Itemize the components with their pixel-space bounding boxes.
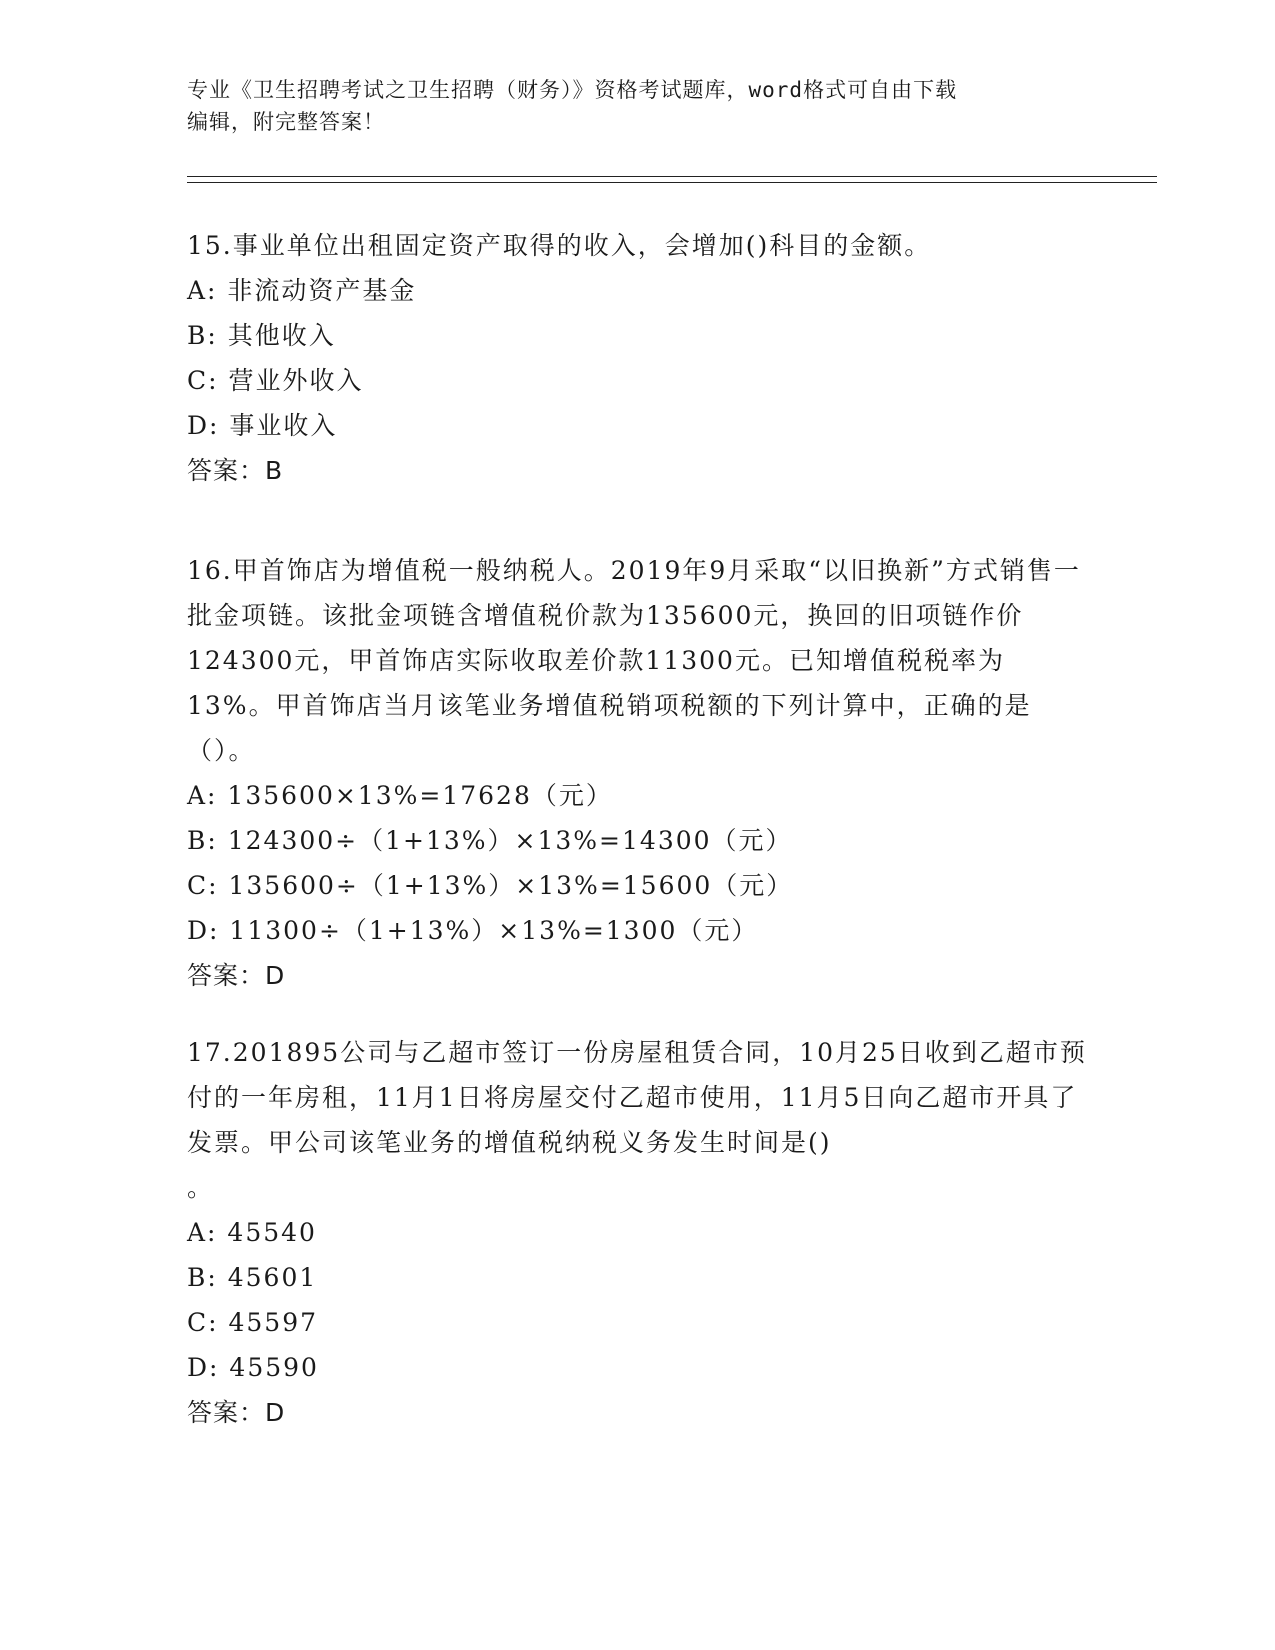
question-stem: 15.事业单位出租固定资产取得的收入，会增加()科目的金额。: [187, 231, 932, 260]
option-a: A: 135600×13%=17628（元）: [187, 781, 613, 810]
question-15: [187, 223, 1087, 493]
question-stem: 16.甲首饰店为增值税一般纳税人。2019年9月采取“以旧换新”方式销售一批金项链。该批金项链含增值税价款为135600元，换回的旧项链作价124300元，甲首饰店实际收取差价款11300元。已知增值税税率为13%。甲首饰店当月该笔业务增值税销项税额的下列计算中，正确的是（）。: [187, 556, 1081, 765]
question-stem-tail: 。: [187, 1173, 215, 1202]
option-c: C: 营业外收入: [187, 366, 364, 395]
option-a: A: 非流动资产基金: [187, 276, 417, 305]
option-b: B: 124300÷（1+13%）×13%=14300（元）: [187, 826, 793, 855]
option-b: B: 其他收入: [187, 321, 336, 350]
document-header: [187, 74, 1087, 138]
option-a: A: 45540: [187, 1218, 317, 1247]
answer-line: 答案：D: [187, 961, 286, 990]
option-c: C: 135600÷（1+13%）×13%=15600（元）: [187, 871, 794, 900]
question-16: [187, 548, 1087, 998]
option-b: B: 45601: [187, 1263, 318, 1292]
header-line-1: 专业《卫生招聘考试之卫生招聘（财务）》资格考试题库，word格式可自由下载: [187, 78, 958, 102]
option-d: D: 事业收入: [187, 411, 338, 440]
question-17: [187, 1030, 1087, 1435]
option-d: D: 11300÷（1+13%）×13%=1300（元）: [187, 916, 759, 945]
header-line-2: 编辑，附完整答案！: [187, 110, 385, 134]
answer-line: 答案：D: [187, 1398, 286, 1427]
header-double-rule: [187, 176, 1157, 183]
option-c: C: 45597: [187, 1308, 319, 1337]
question-stem: 17.201895公司与乙超市签订一份房屋租赁合同，10月25日收到乙超市预付的一年房租，11月1日将房屋交付乙超市使用，11月5日向乙超市开具了发票。甲公司该笔业务的增值税纳税义务发生时间是(): [187, 1038, 1087, 1157]
answer-line: 答案：B: [187, 456, 284, 485]
option-d: D: 45590: [187, 1353, 319, 1382]
